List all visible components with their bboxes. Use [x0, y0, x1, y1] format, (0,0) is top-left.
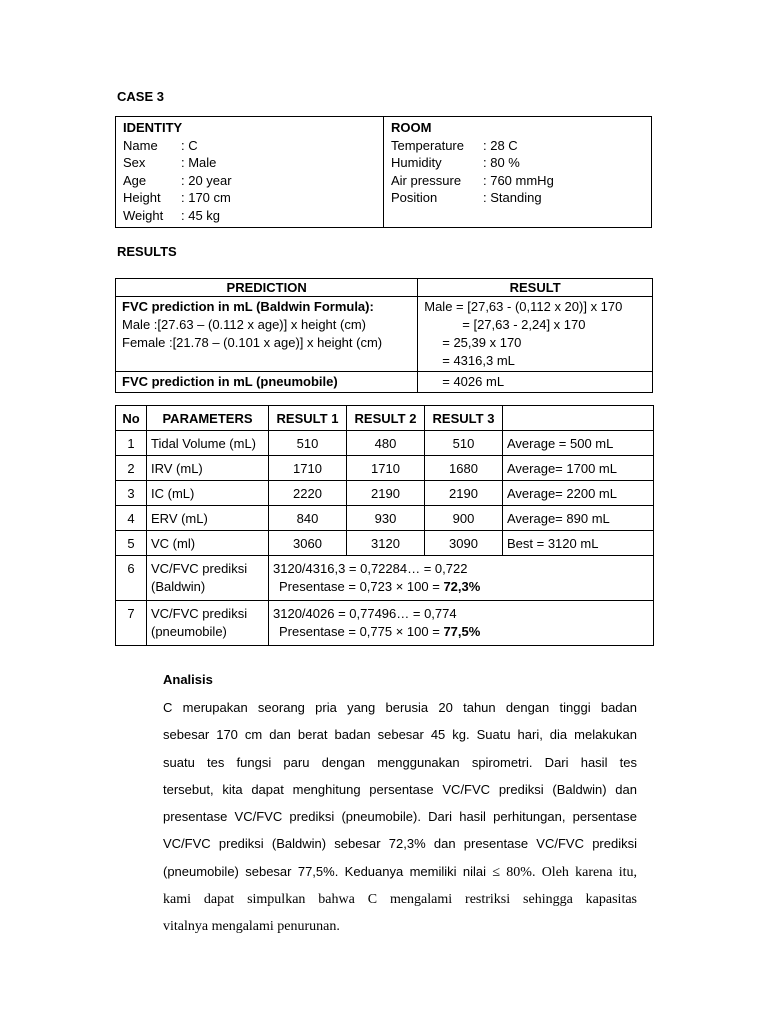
row-result3: 1680 [425, 456, 503, 481]
row-result1: 2220 [269, 481, 347, 506]
row-parameter: VC/FVC prediksi (Baldwin) [147, 556, 269, 601]
row-no: 3 [116, 481, 147, 506]
table-row [116, 481, 654, 506]
identity-row-sex: Sex : Male [123, 155, 217, 171]
col-header-parameters: PARAMETERS [147, 406, 269, 431]
row-no: 7 [116, 601, 147, 646]
row-parameter: ERV (mL) [147, 506, 269, 531]
identity-row-age: Age : 20 year [123, 172, 232, 188]
table-row [116, 431, 654, 456]
room-row-air-pressure: Air pressure : 760 mmHg [391, 172, 554, 188]
row-no: 6 [116, 556, 147, 601]
row-result3: 3090 [425, 531, 503, 556]
baldwin-result-line: = [27,63 - 2,24] x 170 [462, 317, 586, 332]
row-parameter: Tidal Volume (mL) [147, 431, 269, 456]
table-row [116, 456, 654, 481]
analysis-line: suatu tes fungsi paru dengan menggunakan spirometri. Dari hasil tes [163, 754, 637, 770]
row-result1: 1710 [269, 456, 347, 481]
room-row-humidity: Humidity : 80 % [391, 155, 520, 171]
row-no: 2 [116, 456, 147, 481]
row-result3: 900 [425, 506, 503, 531]
baldwin-formula-cell [116, 297, 418, 372]
analysis-paragraph [163, 694, 637, 941]
table-row [116, 531, 654, 556]
col-header-result2: RESULT 2 [347, 406, 425, 431]
baldwin-female-formula: Female :[21.78 – (0.101 x age)] x height (cm) [122, 335, 383, 350]
room-cell [384, 117, 652, 228]
col-header-no: No [116, 406, 147, 431]
analysis-line: tersebut, kita dapat menghitung persentase VC/FVC prediksi (Baldwin) dan [163, 781, 637, 797]
analysis-line: presentase VC/FVC prediksi (pneumobile). Dari hasil perhitungan, persentase [163, 809, 637, 825]
row-result2: 2190 [347, 481, 425, 506]
analysis-title: Analisis [163, 672, 213, 687]
row-result2: 930 [347, 506, 425, 531]
identity-room-table [115, 116, 652, 228]
col-header-result1: RESULT 1 [269, 406, 347, 431]
identity-row-height: Height : 170 cm [123, 190, 231, 206]
table-row [116, 601, 654, 646]
row-note: Average= 2200 mL [503, 481, 654, 506]
row-result1: 3060 [269, 531, 347, 556]
analysis-line: (pneumobile) sebesar 77,5%. Keduanya memiliki nilai ≤ 80%. Oleh karena itu, [163, 863, 637, 880]
room-row-temperature: Temperature : 28 C [391, 137, 518, 153]
prediction-header: PREDICTION [116, 279, 418, 297]
baldwin-title: FVC prediction in mL (Baldwin Formula): [122, 299, 374, 314]
row-calculation: 3120/4026 = 0,77496… = 0,774 Presentase = 0,775 × 100 = 77,5% [269, 601, 654, 646]
table-row [116, 506, 654, 531]
row-parameter: VC (ml) [147, 531, 269, 556]
identity-row-name: Name : C [123, 137, 198, 153]
pneumobile-result-cell [418, 372, 653, 393]
row-no: 1 [116, 431, 147, 456]
pneumobile-result: = 4026 mL [442, 374, 505, 389]
row-calculation: 3120/4316,3 = 0,72284… = 0,722 Presentase = 0,723 × 100 = 72,3% [269, 556, 654, 601]
row-note: Average= 890 mL [503, 506, 654, 531]
row-note: Best = 3120 mL [503, 531, 654, 556]
baldwin-result-cell [418, 297, 653, 372]
baldwin-male-formula: Male :[27.63 – (0.112 x age)] x height (cm) [122, 317, 366, 332]
row-note: Average = 500 mL [503, 431, 654, 456]
baldwin-result-line: Male = [27,63 - (0,112 x 20)] x 170 [424, 299, 623, 314]
result-header: RESULT [418, 279, 653, 297]
analysis-line: vitalnya mengalami penurunan. [163, 919, 340, 935]
row-no: 5 [116, 531, 147, 556]
percentage-value: 77,5% [443, 624, 481, 639]
col-header-note [503, 406, 654, 431]
room-header: ROOM [391, 120, 432, 135]
row-note: Average= 1700 mL [503, 456, 654, 481]
row-result1: 510 [269, 431, 347, 456]
percentage-value: 72,3% [443, 579, 481, 594]
results-title: RESULTS [117, 244, 177, 259]
analysis-line: kami dapat simpulkan bahwa C mengalami restriksi sehingga kapasitas [163, 892, 637, 908]
case-title: CASE 3 [117, 89, 164, 104]
row-result1: 840 [269, 506, 347, 531]
row-parameter: IC (mL) [147, 481, 269, 506]
analysis-line: sebesar 170 cm dan berat badan sebesar 45 kg. Suatu hari, dia melakukan [163, 727, 637, 743]
row-parameter: VC/FVC prediksi (pneumobile) [147, 601, 269, 646]
baldwin-result-line: = 4316,3 mL [442, 353, 515, 368]
identity-header: IDENTITY [123, 120, 183, 135]
pneumobile-title: FVC prediction in mL (pneumobile) [116, 372, 418, 393]
row-result2: 3120 [347, 531, 425, 556]
analysis-line: C merupakan seorang pria yang berusia 20 tahun dengan tinggi badan [163, 700, 637, 715]
prediction-table [115, 278, 653, 393]
analysis-line: VC/FVC prediksi (Baldwin) sebesar 72,3% dan presentase VC/FVC prediksi [163, 836, 637, 852]
row-result2: 1710 [347, 456, 425, 481]
row-no: 4 [116, 506, 147, 531]
row-parameter: IRV (mL) [147, 456, 269, 481]
row-result2: 480 [347, 431, 425, 456]
row-result3: 510 [425, 431, 503, 456]
identity-cell [116, 117, 384, 228]
col-header-result3: RESULT 3 [425, 406, 503, 431]
parameters-table [115, 405, 654, 646]
baldwin-result-line: = 25,39 x 170 [442, 335, 522, 350]
identity-row-weight: Weight : 45 kg [123, 207, 221, 223]
room-row-position: Position : Standing [391, 190, 542, 206]
table-row [116, 556, 654, 601]
row-result3: 2190 [425, 481, 503, 506]
